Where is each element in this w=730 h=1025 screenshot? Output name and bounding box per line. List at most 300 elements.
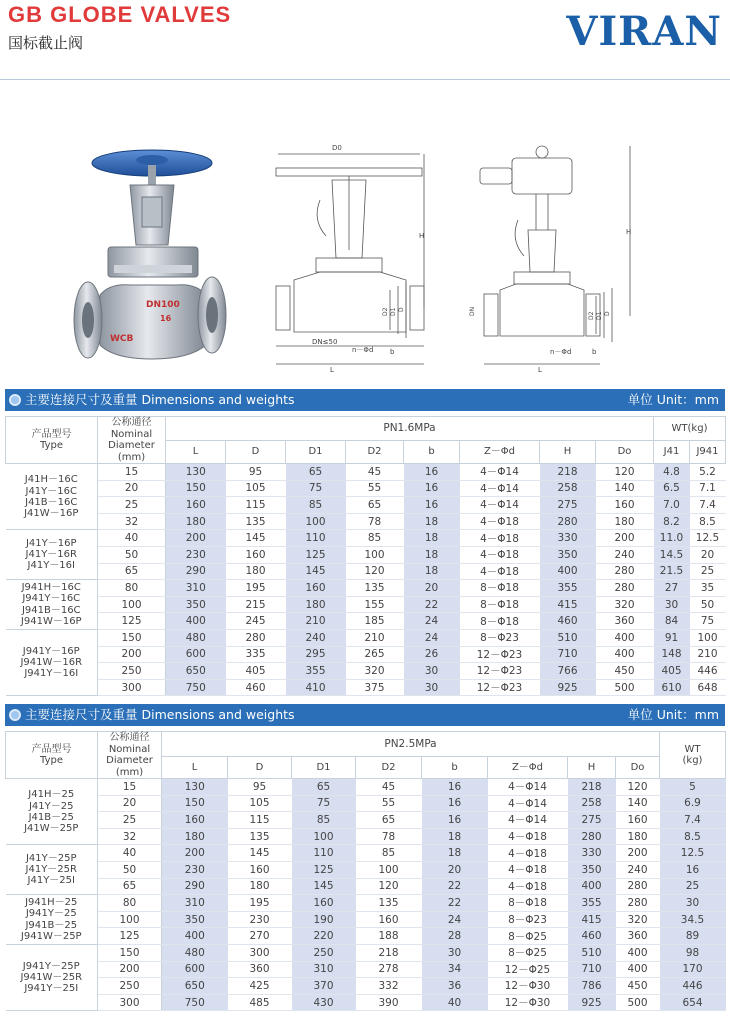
table-cell: 140 xyxy=(616,795,660,812)
table-row xyxy=(6,663,726,680)
wt-col-header: J941 xyxy=(690,440,726,464)
table-cell: 405 xyxy=(654,663,690,680)
table-cell: 150 xyxy=(162,795,228,812)
table-cell: 310 xyxy=(166,580,226,597)
table-cell: 446 xyxy=(690,663,726,680)
table-row xyxy=(6,845,726,862)
table-cell: 65 xyxy=(346,497,404,514)
table-cell: 30 xyxy=(404,663,460,680)
type-name: J941Y－16I xyxy=(24,668,79,680)
table-cell: 8－Φ23 xyxy=(488,911,568,928)
drawing2-label-hole: n－Φd xyxy=(550,348,572,356)
table-row xyxy=(6,812,726,829)
type-name: J941W－25R xyxy=(20,972,83,984)
table-cell: 320 xyxy=(346,663,404,680)
table-cell: 75 xyxy=(286,480,346,497)
col-header: H xyxy=(568,756,616,778)
table-cell: 415 xyxy=(568,911,616,928)
table-cell: 120 xyxy=(346,563,404,580)
table-cell: 210 xyxy=(690,646,726,663)
table-cell: 180 xyxy=(228,878,292,895)
table-cell: 460 xyxy=(540,613,596,630)
table-cell: 27 xyxy=(654,580,690,597)
table-row xyxy=(6,978,726,995)
table-cell: 245 xyxy=(226,613,286,630)
table-cell: 135 xyxy=(226,513,286,530)
table-cell: 20 xyxy=(690,546,726,563)
table-row xyxy=(6,895,726,912)
table-cell: 218 xyxy=(540,464,596,481)
table-cell: 218 xyxy=(568,779,616,796)
unit-label: 单位 Unit：mm xyxy=(627,707,719,722)
table-cell: 145 xyxy=(228,845,292,862)
type-cell xyxy=(6,580,98,630)
table-cell: 355 xyxy=(568,895,616,912)
drawing1-label-D0: D0 xyxy=(332,144,342,152)
table-cell: 258 xyxy=(568,795,616,812)
section-bar-pn16 xyxy=(5,389,725,411)
type-name: J941W－16P xyxy=(20,615,82,627)
drawing1-label-D1: D1 xyxy=(390,307,397,316)
table-cell: 110 xyxy=(286,530,346,547)
table-cell: 115 xyxy=(226,497,286,514)
pressure-header: PN2.5MPa xyxy=(162,732,660,757)
table-cell: 510 xyxy=(568,944,616,961)
table-cell: 160 xyxy=(356,911,422,928)
table-cell: 330 xyxy=(568,845,616,862)
table-cell: 130 xyxy=(166,464,226,481)
table-cell: 280 xyxy=(568,828,616,845)
table-cell: 300 xyxy=(98,994,162,1011)
table-cell: 50 xyxy=(98,861,162,878)
table-cell: 450 xyxy=(596,663,654,680)
table-cell: 275 xyxy=(568,812,616,829)
table-cell: 12－Φ30 xyxy=(488,978,568,995)
table-cell: 180 xyxy=(166,513,226,530)
type-name: J941Y－16C xyxy=(22,593,81,605)
type-cell xyxy=(6,944,98,1010)
table-cell: 400 xyxy=(166,613,226,630)
table-cell: 4－Φ18 xyxy=(488,828,568,845)
type-name: J941Y－25 xyxy=(25,908,77,920)
page-header xyxy=(0,0,730,80)
table-cell: 91 xyxy=(654,629,690,646)
type-name: J41W－25P xyxy=(24,822,79,834)
table-cell: 12－Φ23 xyxy=(460,663,540,680)
table-cell: 415 xyxy=(540,596,596,613)
table-cell: 125 xyxy=(98,613,166,630)
table-row xyxy=(6,480,726,497)
table-cell: 460 xyxy=(226,679,286,696)
table-cell: 15 xyxy=(98,464,166,481)
table-cell: 430 xyxy=(292,994,356,1011)
table-row xyxy=(6,580,726,597)
table-cell: 25 xyxy=(98,812,162,829)
table-cell: 195 xyxy=(226,580,286,597)
photo-mark-number: 16 xyxy=(160,314,172,323)
type-cell xyxy=(6,779,98,845)
col-header: D xyxy=(226,440,286,464)
photo-mark-material: WCB xyxy=(110,334,134,344)
table-cell: 265 xyxy=(346,646,404,663)
table-cell: 360 xyxy=(228,961,292,978)
table-cell: 4－Φ18 xyxy=(488,861,568,878)
drawing2-label-D: D xyxy=(604,311,611,316)
type-name: J941B－25 xyxy=(25,919,78,931)
table-cell: 21.5 xyxy=(654,563,690,580)
type-name: J41Y－25I xyxy=(27,875,75,887)
table-cell: 4－Φ14 xyxy=(460,464,540,481)
table-cell: 32 xyxy=(98,828,162,845)
col-header: D xyxy=(228,756,292,778)
table-row xyxy=(6,861,726,878)
table-cell: 300 xyxy=(98,679,166,696)
valve-drawing-electric xyxy=(470,140,660,375)
table-cell: 20 xyxy=(404,580,460,597)
table-cell: 278 xyxy=(356,961,422,978)
table-cell: 12－Φ23 xyxy=(460,646,540,663)
table-cell: 230 xyxy=(166,546,226,563)
title-english: GB GLOBE VALVES xyxy=(8,2,232,27)
table-row xyxy=(6,596,726,613)
table-cell: 30 xyxy=(660,895,726,912)
table-cell: 18 xyxy=(404,563,460,580)
table-row xyxy=(6,546,726,563)
col-header: Do xyxy=(616,756,660,778)
table-cell: 925 xyxy=(540,679,596,696)
table-cell: 400 xyxy=(162,928,228,945)
table-cell: 218 xyxy=(356,944,422,961)
table-cell: 145 xyxy=(286,563,346,580)
type-cell xyxy=(6,629,98,695)
table-cell: 240 xyxy=(616,861,660,878)
col-header: D2 xyxy=(346,440,404,464)
table-cell: 654 xyxy=(660,994,726,1011)
table-cell: 65 xyxy=(292,779,356,796)
table-cell: 300 xyxy=(228,944,292,961)
table-cell: 230 xyxy=(162,861,228,878)
table-row xyxy=(6,928,726,945)
table-cell: 500 xyxy=(616,994,660,1011)
table-cell: 120 xyxy=(596,464,654,481)
table-cell: 4－Φ14 xyxy=(488,779,568,796)
table-cell: 78 xyxy=(346,513,404,530)
table-cell: 100 xyxy=(346,546,404,563)
table-cell: 230 xyxy=(228,911,292,928)
table-row xyxy=(6,679,726,696)
table-cell: 75 xyxy=(690,613,726,630)
table-cell: 8－Φ18 xyxy=(460,580,540,597)
table-cell: 45 xyxy=(346,464,404,481)
table-cell: 24 xyxy=(404,613,460,630)
table-cell: 220 xyxy=(292,928,356,945)
table-cell: 105 xyxy=(226,480,286,497)
table-cell: 150 xyxy=(166,480,226,497)
drawing1-label-D2: D2 xyxy=(382,307,389,316)
table-cell: 140 xyxy=(596,480,654,497)
table-cell: 100 xyxy=(98,911,162,928)
table-cell: 170 xyxy=(660,961,726,978)
table-cell: 150 xyxy=(98,629,166,646)
table-cell: 710 xyxy=(568,961,616,978)
table-cell: 50 xyxy=(98,546,166,563)
dn-header: 公称通径 Nominal Diameter (mm) xyxy=(98,417,166,464)
table-cell: 180 xyxy=(162,828,228,845)
table-cell: 160 xyxy=(166,497,226,514)
table-cell: 200 xyxy=(596,530,654,547)
type-name: J41Y－16R xyxy=(25,549,77,561)
table-cell: 280 xyxy=(616,895,660,912)
table-cell: 135 xyxy=(356,895,422,912)
table-cell: 8－Φ18 xyxy=(460,613,540,630)
col-header: b xyxy=(422,756,488,778)
table-cell: 188 xyxy=(356,928,422,945)
table-cell: 390 xyxy=(356,994,422,1011)
table-cell: 16 xyxy=(404,497,460,514)
table-cell: 12－Φ25 xyxy=(488,961,568,978)
table-cell: 25 xyxy=(690,563,726,580)
table-cell: 120 xyxy=(616,779,660,796)
table-cell: 4－Φ18 xyxy=(460,563,540,580)
drawing1-label-b: b xyxy=(390,348,395,356)
drawing1-label-D: D xyxy=(398,307,405,312)
table-row xyxy=(6,961,726,978)
dimensions-table-pn16 xyxy=(5,416,726,696)
type-name: J41Y－25R xyxy=(25,864,77,876)
table-cell: 8－Φ18 xyxy=(460,596,540,613)
table-cell: 450 xyxy=(616,978,660,995)
table-cell: 310 xyxy=(292,961,356,978)
table-cell: 180 xyxy=(226,563,286,580)
table-cell: 270 xyxy=(228,928,292,945)
table-cell: 200 xyxy=(166,530,226,547)
table-cell: 4－Φ18 xyxy=(460,530,540,547)
table-cell: 16 xyxy=(422,779,488,796)
table-cell: 280 xyxy=(596,563,654,580)
drawing1-label-hole: n－Φd xyxy=(352,346,374,354)
table-cell: 250 xyxy=(98,978,162,995)
table-cell: 425 xyxy=(228,978,292,995)
table-cell: 8－Φ25 xyxy=(488,928,568,945)
wt-header: WT(kg) xyxy=(654,417,726,441)
type-name: J41Y－25 xyxy=(28,800,74,812)
drawing1-label-dn-note: DN≤50 xyxy=(312,338,338,346)
table-cell: 100 xyxy=(690,629,726,646)
table-cell: 410 xyxy=(286,679,346,696)
table-cell: 7.4 xyxy=(660,812,726,829)
table-cell: 135 xyxy=(346,580,404,597)
table-cell: 710 xyxy=(540,646,596,663)
table-cell: 240 xyxy=(286,629,346,646)
table-cell: 160 xyxy=(226,546,286,563)
valve-photo xyxy=(70,145,230,375)
table-cell: 6.5 xyxy=(654,480,690,497)
table-cell: 85 xyxy=(292,812,356,829)
table-cell: 650 xyxy=(162,978,228,995)
table-cell: 7.1 xyxy=(690,480,726,497)
table-cell: 215 xyxy=(226,596,286,613)
table-cell: 75 xyxy=(292,795,356,812)
table-cell: 100 xyxy=(98,596,166,613)
table-cell: 5.2 xyxy=(690,464,726,481)
table-cell: 125 xyxy=(98,928,162,945)
photo-mark-dn: DN100 xyxy=(146,300,180,310)
table-cell: 370 xyxy=(292,978,356,995)
unit-label: 单位 Unit：mm xyxy=(627,392,719,407)
table-cell: 360 xyxy=(616,928,660,945)
table-cell: 160 xyxy=(228,861,292,878)
table-cell: 16 xyxy=(422,812,488,829)
table-cell: 34.5 xyxy=(660,911,726,928)
table-row xyxy=(6,911,726,928)
table-cell: 34 xyxy=(422,961,488,978)
type-name: J941B－16C xyxy=(21,604,81,616)
table-cell: 16 xyxy=(404,480,460,497)
table-cell: 275 xyxy=(540,497,596,514)
type-name: J41H－25 xyxy=(28,789,75,801)
table-cell: 280 xyxy=(616,878,660,895)
section-title: 主要连接尺寸及重量 Dimensions and weights xyxy=(25,707,295,722)
table-cell: 160 xyxy=(286,580,346,597)
type-name: J941W－16R xyxy=(20,657,83,669)
table-cell: 210 xyxy=(346,629,404,646)
table-cell: 25 xyxy=(660,878,726,895)
table-cell: 65 xyxy=(356,812,422,829)
table-cell: 650 xyxy=(166,663,226,680)
table-cell: 405 xyxy=(226,663,286,680)
dimensions-table-pn25 xyxy=(5,731,726,1011)
table-cell: 350 xyxy=(568,861,616,878)
table-row xyxy=(6,994,726,1011)
col-header: D1 xyxy=(292,756,356,778)
table-cell: 280 xyxy=(226,629,286,646)
table-cell: 125 xyxy=(292,861,356,878)
table-cell: 18 xyxy=(404,530,460,547)
table-cell: 180 xyxy=(596,513,654,530)
table-cell: 4－Φ18 xyxy=(460,513,540,530)
table-cell: 185 xyxy=(346,613,404,630)
table-cell: 22 xyxy=(422,895,488,912)
table-cell: 16 xyxy=(404,464,460,481)
section-title: 主要连接尺寸及重量 Dimensions and weights xyxy=(25,392,295,407)
table-cell: 510 xyxy=(540,629,596,646)
table-cell: 150 xyxy=(98,944,162,961)
table-cell: 4－Φ18 xyxy=(488,878,568,895)
brand-logo: VIRAN xyxy=(566,8,722,55)
table-cell: 320 xyxy=(596,596,654,613)
table-cell: 350 xyxy=(162,911,228,928)
table-cell: 400 xyxy=(596,646,654,663)
table-cell: 290 xyxy=(166,563,226,580)
drawing2-label-DN: DN xyxy=(469,306,476,316)
table-cell: 148 xyxy=(654,646,690,663)
table-cell: 375 xyxy=(346,679,404,696)
col-header: L xyxy=(162,756,228,778)
table-cell: 89 xyxy=(660,928,726,945)
table-cell: 110 xyxy=(292,845,356,862)
table-cell: 350 xyxy=(540,546,596,563)
table-cell: 200 xyxy=(162,845,228,862)
table-cell: 160 xyxy=(292,895,356,912)
table-cell: 250 xyxy=(98,663,166,680)
table-cell: 8.2 xyxy=(654,513,690,530)
table-cell: 28 xyxy=(422,928,488,945)
table-cell: 50 xyxy=(690,596,726,613)
type-header: 产品型号 Type xyxy=(6,417,98,464)
table-cell: 24 xyxy=(404,629,460,646)
table-cell: 332 xyxy=(356,978,422,995)
drawing2-label-D1: D1 xyxy=(596,311,603,320)
type-name: J41B－16C xyxy=(25,496,78,508)
type-name: J41W－16P xyxy=(24,507,79,519)
table-cell: 100 xyxy=(286,513,346,530)
table-cell: 310 xyxy=(162,895,228,912)
table-cell: 210 xyxy=(286,613,346,630)
table-cell: 400 xyxy=(568,878,616,895)
table-cell: 80 xyxy=(98,580,166,597)
table-cell: 16 xyxy=(422,795,488,812)
table-cell: 14.5 xyxy=(654,546,690,563)
table-cell: 45 xyxy=(356,779,422,796)
table-cell: 65 xyxy=(98,563,166,580)
dn-header: 公称通径 Nominal Diameter (mm) xyxy=(98,732,162,779)
table-cell: 360 xyxy=(596,613,654,630)
table-cell: 200 xyxy=(98,646,166,663)
col-header: H xyxy=(540,440,596,464)
table-cell: 120 xyxy=(356,878,422,895)
table-cell: 55 xyxy=(346,480,404,497)
section-bar-pn25 xyxy=(5,704,725,726)
table-cell: 648 xyxy=(690,679,726,696)
table-cell: 750 xyxy=(162,994,228,1011)
table-cell: 12－Φ23 xyxy=(460,679,540,696)
table-cell: 95 xyxy=(226,464,286,481)
table-cell: 115 xyxy=(228,812,292,829)
table-cell: 355 xyxy=(540,580,596,597)
table-row xyxy=(6,878,726,895)
table-cell: 4－Φ14 xyxy=(460,497,540,514)
table-cell: 145 xyxy=(292,878,356,895)
table-cell: 100 xyxy=(292,828,356,845)
drawing2-label-L: L xyxy=(538,366,542,374)
table-cell: 145 xyxy=(226,530,286,547)
table-cell: 22 xyxy=(422,878,488,895)
table-cell: 480 xyxy=(166,629,226,646)
table-cell: 610 xyxy=(654,679,690,696)
wt-header: WT (kg) xyxy=(660,732,726,779)
table-cell: 295 xyxy=(286,646,346,663)
table-cell: 135 xyxy=(228,828,292,845)
table-cell: 355 xyxy=(286,663,346,680)
table-cell: 240 xyxy=(596,546,654,563)
type-header: 产品型号 Type xyxy=(6,732,98,779)
table-cell: 180 xyxy=(286,596,346,613)
type-name: J941H－25 xyxy=(25,897,78,909)
table-cell: 20 xyxy=(98,480,166,497)
table-cell: 160 xyxy=(596,497,654,514)
table-cell: 258 xyxy=(540,480,596,497)
type-name: J41Y－16P xyxy=(25,537,77,549)
table-row xyxy=(6,828,726,845)
drawing1-label-L: L xyxy=(330,366,334,374)
bullet-icon xyxy=(9,394,21,406)
type-name: J941Y－25P xyxy=(22,960,80,972)
table-cell: 600 xyxy=(162,961,228,978)
table-cell: 786 xyxy=(568,978,616,995)
col-header: D1 xyxy=(286,440,346,464)
table-cell: 12－Φ30 xyxy=(488,994,568,1011)
table-cell: 400 xyxy=(540,563,596,580)
